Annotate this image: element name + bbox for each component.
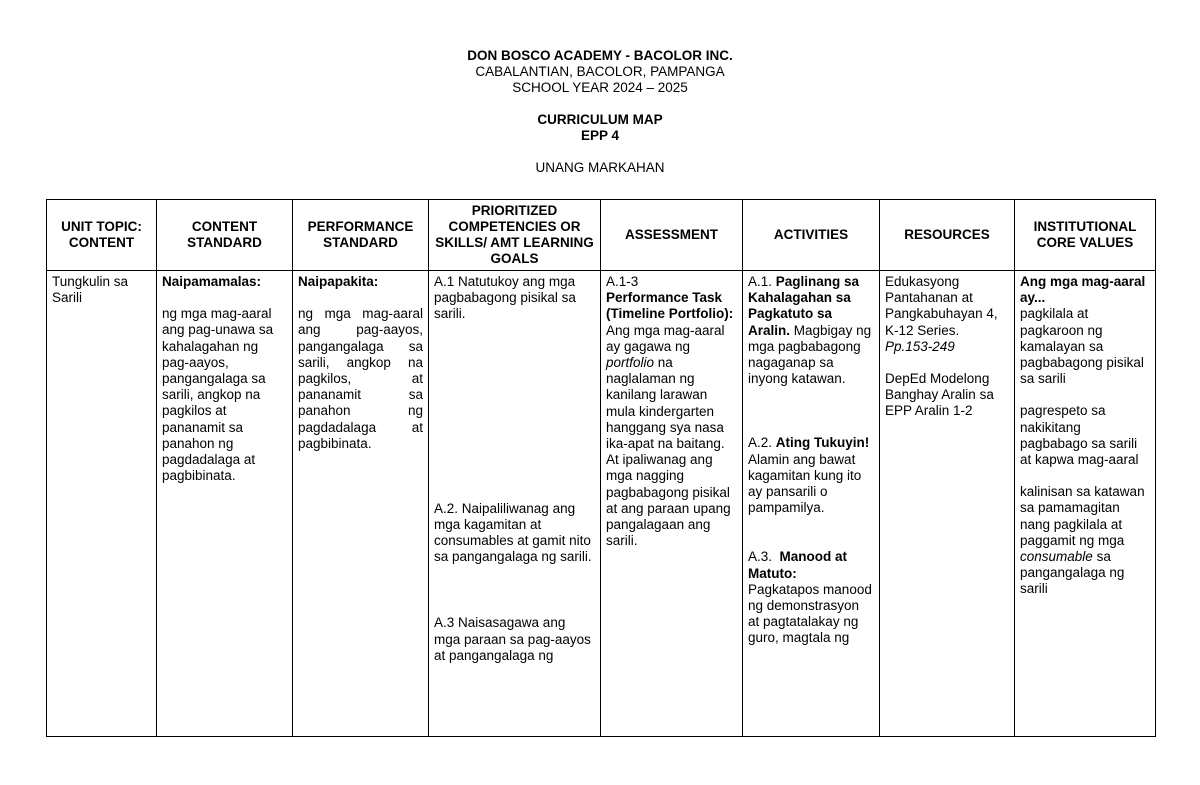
activity-a1-code: A.1. xyxy=(748,274,773,289)
content-standard-heading: Naipamamalas: xyxy=(162,274,262,289)
table-header-row xyxy=(47,200,1156,271)
unit-topic-text: Tungkulin sa Sarili xyxy=(52,274,129,306)
column-header-competencies: PRIORITIZED COMPETENCIES OR SKILLS/ AMT LEARNING GOALS xyxy=(429,200,601,271)
activity-a3-code: A.3. xyxy=(748,549,773,565)
column-header-performance-standard: PERFORMANCE STANDARD xyxy=(293,200,429,271)
competency-a2: A.2. Naipaliliwanag ang mga kagamitan at consumables at gamit nito sa pangangalaga ng sarili. xyxy=(434,500,592,565)
cell-unit-topic xyxy=(47,271,157,737)
competency-a3: A.3 Naisasagawa ang mga paraan sa pag-aayos at pangangalaga ng xyxy=(434,615,591,663)
resource-2: DepEd Modelong Banghay Aralin sa EPP Aralin 1-2 xyxy=(885,371,994,419)
subject-title: EPP 4 xyxy=(580,128,620,143)
core-value-3-end: sa pangangalaga ng sarili xyxy=(1020,549,1125,597)
activity-a3-body: Pagkatapos manood ng demonstrasyon at pagtatalakay ng guro, magtala ng xyxy=(748,581,872,646)
resource-1: Edukasyong Pantahanan at Pangkabuhayan 4, K-12 Series. xyxy=(885,274,998,338)
activity-a2-code: A.2. xyxy=(748,435,773,451)
activity-a1 xyxy=(748,274,874,387)
cell-activities xyxy=(743,271,880,737)
content-standard-body: ng mga mag-aaral ang pag-unawa sa kahalagahan ng pag-aayos, pangangalaga sa sarili, angkop na pagkilos at pananamit sa panahon ng pagdadalaga at pagbibinata. xyxy=(162,306,274,484)
quarter-title: UNANG MARKAHAN xyxy=(535,160,665,175)
activity-a1-title: Paglinang sa Kahalagahan sa Pagkatuto sa Aralin. xyxy=(748,274,860,338)
resource-1-pages: Pp.153-249 xyxy=(885,338,955,354)
core-value-3-text: kalinisan sa katawan sa pamamagitan nang pagkilala at paggamit ng mga xyxy=(1020,484,1145,548)
cell-core-values xyxy=(1015,271,1156,737)
performance-standard-heading: Naipapakita: xyxy=(298,274,379,289)
assessment-text xyxy=(606,290,737,549)
assessment-task-title: Performance Task (Timeline Portfolio): xyxy=(606,290,734,322)
table-row xyxy=(47,271,1156,737)
assessment-text-part2: na naglalaman ng kanilang larawan mula kindergarten hanggang sya nasa ika-apat na baitang. At ipaliwanag ang mga nagging pagbabagong pisikal at ang paraan upang pangalagaan ang sarili. xyxy=(606,355,731,549)
assessment-code: A.1-3 xyxy=(606,274,639,289)
cell-assessment xyxy=(601,271,743,737)
cell-competencies xyxy=(429,271,601,737)
activity-a2 xyxy=(748,435,874,516)
document-header xyxy=(0,48,1200,176)
document-title: CURRICULUM MAP xyxy=(537,112,663,127)
column-header-activities: ACTIVITIES xyxy=(743,200,880,271)
activity-a1-body: Magbigay ng mga pagbabagong nagaganap sa inyong katawan. xyxy=(748,322,872,387)
school-address: CABALANTIAN, BACOLOR, PAMPANGA xyxy=(475,64,725,79)
school-name: DON BOSCO ACADEMY - BACOLOR INC. xyxy=(467,48,733,63)
core-value-3 xyxy=(1020,484,1150,597)
activity-a2-title: Ating Tukuyin! xyxy=(775,435,870,451)
competency-a1: A.1 Natutukoy ang mga pagbabagong pisikal sa sarili. xyxy=(434,274,576,322)
assessment-text-part1: Ang mga mag-aaral ay gagawa ng xyxy=(606,322,725,354)
assessment-italic-word: portfolio xyxy=(606,355,655,371)
core-value-1: pagkilala at pagkaroon ng kamalayan sa pagbabagong pisikal sa sarili xyxy=(1020,306,1144,387)
activity-a2-body: Alamin ang bawat kagamitan kung ito ay pansarili o pampamilya. xyxy=(748,451,862,516)
curriculum-map-table xyxy=(46,199,1156,737)
column-header-unit-topic: UNIT TOPIC: CONTENT xyxy=(47,200,157,271)
cell-content-standard xyxy=(157,271,293,737)
school-year: SCHOOL YEAR 2024 – 2025 xyxy=(512,80,688,95)
core-values-heading: Ang mga mag-aaral ay... xyxy=(1020,274,1146,306)
column-header-resources: RESOURCES xyxy=(880,200,1015,271)
core-value-3-italic: consumable xyxy=(1020,549,1093,565)
activity-a3 xyxy=(748,549,874,646)
cell-performance-standard xyxy=(293,271,429,737)
core-value-2: pagrespeto sa nakikitang pagbabago sa sarili at kapwa mag-aaral xyxy=(1020,403,1139,468)
column-header-core-values: INSTITUTIONAL CORE VALUES xyxy=(1015,200,1156,271)
column-header-content-standard: CONTENT STANDARD xyxy=(157,200,293,271)
cell-resources xyxy=(880,271,1015,737)
column-header-assessment: ASSESSMENT xyxy=(601,200,743,271)
activity-a3-title: Manood at Matuto: xyxy=(748,549,848,581)
performance-standard-body: ng mga mag-aaral ang pag-aayos, pangangalaga sa sarili, angkop na pagkilos, at pananamit sa panahon ng pagdadalaga at pagbibinata. xyxy=(298,306,423,451)
